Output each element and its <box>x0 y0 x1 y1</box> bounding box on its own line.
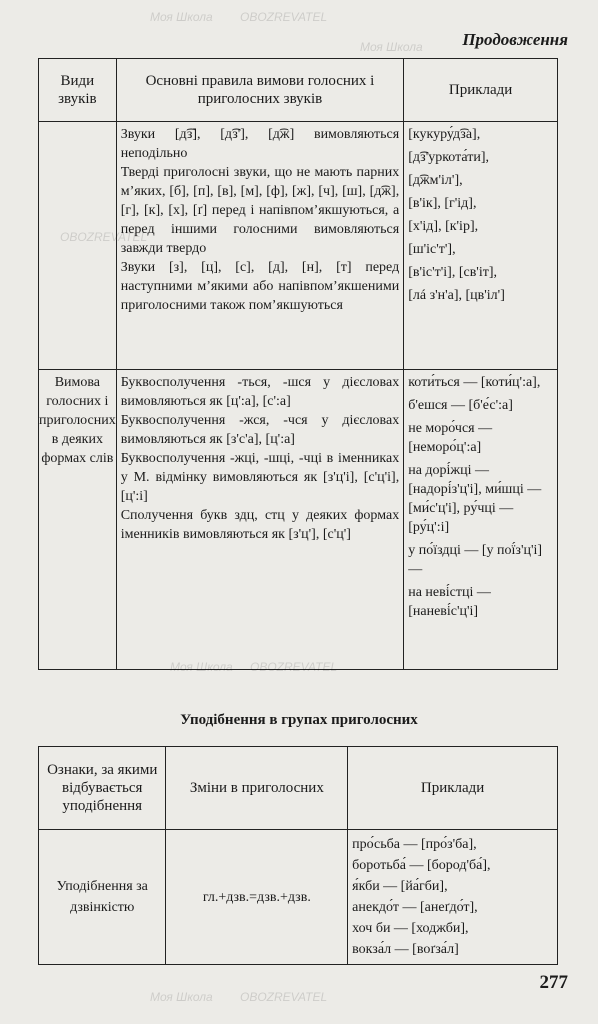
section-title: Уподібнення в групах приголосних <box>180 712 418 728</box>
example-text: б'ешся — [б'е́с':а] <box>408 398 513 413</box>
watermark-text: Моя Школа <box>150 990 213 1004</box>
page-number: 277 <box>539 972 568 993</box>
row-examples <box>348 830 558 965</box>
assimilation-table <box>38 746 558 965</box>
rule-text: Буквосполучення -жці, -шці, -чці в іменниках у М. відмінку вимовляються як [з'ц'і], [с'ц'і], [ц':і] <box>120 451 400 504</box>
example-text: [в'іс'т'і], [св'іт], <box>408 265 497 280</box>
example-text: у по́їздці — [у пої́з'ц'і] — <box>408 543 543 577</box>
rule-text: Звуки [д͡з], [д͡з'], [д͡ж] вимовляються неподільно <box>120 127 400 161</box>
header-examples: Приклади <box>348 747 558 830</box>
rule-text: Звуки [з], [ц], [с], [д], [н], [т] перед наступними м’якими або напівпом’якшеними приголосними також пом’якшуються <box>120 260 400 313</box>
example-text: [д͡жм'іл'], <box>408 173 463 188</box>
example-text: про́сьба — [про́з'ба], <box>352 837 477 852</box>
watermark-text: Моя Школа <box>150 10 213 24</box>
example-text: не моро́чся — [неморо́ц':а] <box>408 421 493 455</box>
watermark-text: OBOZREVATEL <box>60 230 148 244</box>
row-examples <box>404 122 558 370</box>
row-rules <box>116 370 403 670</box>
example-text: [лá з'н'а], [цв'іл'] <box>408 288 505 303</box>
table-row <box>39 370 558 670</box>
header-rules: Основні правила вимови голосних і приголосних звуків <box>116 59 403 122</box>
header-sound-types: Види звуків <box>39 59 117 122</box>
row-kind: Вимова голосних і приголосних в деяких формах слів <box>39 370 117 670</box>
example-text: [х'ід], [к'ір], <box>408 219 479 234</box>
table-header-row <box>39 747 558 830</box>
row-kind <box>39 122 117 370</box>
example-text: [д͡з'уркота́ти], <box>408 150 490 165</box>
watermark-text: Моя Школа <box>360 40 423 54</box>
table-row <box>39 830 558 965</box>
rule-text: Тверді приголосні звуки, що не мають парних м’яких, [б], [п], [в], [м], [ф], [ж], [ч], [ш], [д͡ж], [г], [к], [х], [ґ] перед і напівпом’якшуються, а перед іншими голосними вимовляються завжди твердо <box>120 165 400 256</box>
rule-text: Буквосполучення -жся, -чся у дієсловах вимовляються як [з'с'а], [ц':а] <box>120 413 400 447</box>
header-changes: Зміни в приголосних <box>166 747 348 830</box>
watermark-text: Моя Школа <box>170 660 233 674</box>
row-examples <box>404 370 558 670</box>
example-text: коти́ться — [коти́ц':а], <box>408 375 541 390</box>
example-text: я́кби — [йа́гби], <box>352 879 448 894</box>
example-text: [в'ік], [г'ід], <box>408 196 477 211</box>
header-signs: Ознаки, за якими відбувається уподібнення <box>39 747 166 830</box>
watermark-text: OBOZREVATEL <box>250 660 338 674</box>
row-change: гл.+дзв.=дзв.+дзв. <box>166 830 348 965</box>
rule-text: Сполучення букв здц, стц у деяких формах іменників вимовляються як [з'ц'], [с'ц'] <box>120 508 400 542</box>
example-text: вокза́л — [воґза́л] <box>352 942 459 957</box>
table-header-row <box>39 59 558 122</box>
row-sign: Уподібнення за дзвінкістю <box>39 830 166 965</box>
table-row <box>39 122 558 370</box>
example-text: [ш'іс'т'], <box>408 242 456 257</box>
example-text: на неві́стці — [наневі́с'ц'і] <box>408 585 491 619</box>
example-text: боротьба́ — [бород'ба́], <box>352 858 491 873</box>
header-examples: Приклади <box>404 59 558 122</box>
rule-text: Буквосполучення -ться, -шся у дієсловах вимовляються як [ц':а], [с':а] <box>120 375 400 409</box>
example-text: анекдо́т — [анеґдо́т], <box>352 900 478 915</box>
row-rules <box>116 122 403 370</box>
example-text: [кукуру́д͡за], <box>408 127 481 142</box>
pronunciation-table <box>38 58 558 670</box>
watermark-text: OBOZREVATEL <box>240 990 328 1004</box>
watermark-text: OBOZREVATEL <box>240 10 328 24</box>
example-text: хоч би — [ходжби], <box>352 921 469 936</box>
example-text: на дорі́жці — [надорі́з'ц'і], ми́шці — [ми́с'ц'і], ру́чці — [ру́ц':і] <box>408 463 542 535</box>
continuation-label: Продовження <box>462 30 568 49</box>
